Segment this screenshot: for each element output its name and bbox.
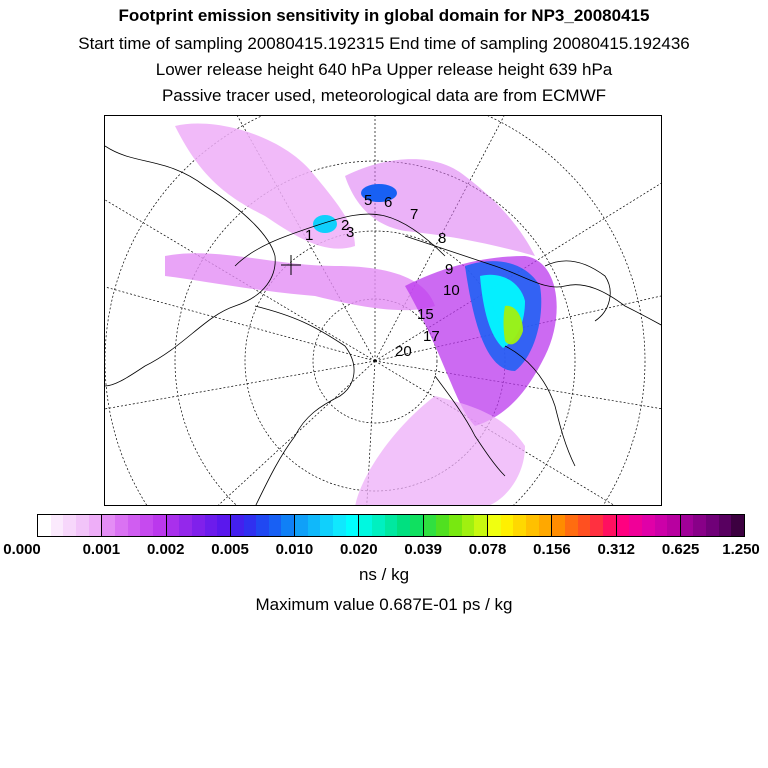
svg-text:10: 10 [443, 282, 460, 299]
colorbar-cell [115, 515, 128, 536]
colorbar-cell [397, 515, 410, 536]
colorbar-cell [166, 515, 180, 536]
svg-text:17: 17 [423, 328, 440, 345]
colorbar-cell [385, 515, 398, 536]
colorbar-cell [706, 515, 719, 536]
colorbar-cell [192, 515, 205, 536]
colorbar-cell [358, 515, 372, 536]
colorbar-cell [719, 515, 732, 536]
colorbar-cell [423, 515, 437, 536]
colorbar-cell [462, 515, 475, 536]
colorbar-cell [76, 515, 89, 536]
colorbar-tick-label: 0.020 [340, 541, 378, 558]
colorbar-cell [642, 515, 655, 536]
svg-text:2: 2 [341, 217, 350, 234]
colorbar-cell [513, 515, 526, 536]
colorbar-cell [731, 515, 744, 536]
colorbar [37, 514, 745, 537]
colorbar-cell [539, 515, 552, 536]
svg-text:1: 1 [305, 227, 314, 244]
colorbar-cell [140, 515, 153, 536]
colorbar-cell [526, 515, 539, 536]
colorbar-cell [333, 515, 346, 536]
colorbar-cell [101, 515, 115, 536]
colorbar-cell [320, 515, 333, 536]
colorbar-cell [603, 515, 616, 536]
svg-text:9: 9 [445, 261, 454, 278]
colorbar-cell [51, 515, 64, 536]
svg-text:6: 6 [384, 194, 393, 211]
colorbar-cell [667, 515, 680, 536]
colorbar-units: ns / kg [358, 565, 410, 584]
colorbar-cell [346, 515, 359, 536]
colorbar-cell [474, 515, 487, 536]
colorbar-cell [308, 515, 321, 536]
colorbar-cell [693, 515, 706, 536]
colorbar-cell [680, 515, 694, 536]
colorbar-cell [372, 515, 385, 536]
colorbar-cell [565, 515, 578, 536]
colorbar-cell [205, 515, 218, 536]
colorbar-tick-label: 0.005 [211, 541, 249, 558]
colorbar-cell [551, 515, 565, 536]
colorbar-tick-label: 0.000 [3, 541, 41, 558]
colorbar-cell [230, 515, 244, 536]
colorbar-cell [281, 515, 294, 536]
svg-text:7: 7 [410, 206, 419, 223]
colorbar-cell [578, 515, 591, 536]
colorbar-tick-label: 0.039 [404, 541, 442, 558]
colorbar-cell [63, 515, 76, 536]
colorbar-cell [244, 515, 257, 536]
svg-text:8: 8 [438, 230, 447, 247]
maximum-value: Maximum value 0.687E-01 ps / kg [255, 595, 513, 614]
release-heights: Lower release height 640 hPa Upper release height 639 hPa [155, 60, 613, 79]
map-canvas [105, 116, 662, 506]
colorbar-cell [501, 515, 514, 536]
plot-title: Footprint emission sensitivity in global domain for NP3_20080415 [118, 6, 650, 25]
colorbar-ticks [0, 541, 768, 561]
colorbar-cell [217, 515, 230, 536]
colorbar-cell [590, 515, 603, 536]
colorbar-tick-label: 0.002 [146, 541, 185, 558]
colorbar-cell [410, 515, 423, 536]
svg-text:5: 5 [364, 192, 373, 209]
colorbar-cell [629, 515, 642, 536]
tracer-info: Passive tracer used, meteorological data are from ECMWF [161, 86, 607, 105]
colorbar-cell [487, 515, 501, 536]
svg-text:20: 20 [395, 343, 412, 360]
colorbar-tick-label: 0.010 [275, 541, 314, 558]
colorbar-cell [128, 515, 141, 536]
colorbar-cell [256, 515, 269, 536]
colorbar-cell [89, 515, 102, 536]
colorbar-tick-label: 0.001 [82, 541, 121, 558]
colorbar-cell [269, 515, 282, 536]
colorbar-cell [436, 515, 449, 536]
colorbar-cell [655, 515, 668, 536]
colorbar-tick-label: 0.312 [597, 541, 636, 558]
colorbar-tick-label: 0.156 [533, 541, 571, 558]
colorbar-cell [449, 515, 462, 536]
colorbar-cell [616, 515, 630, 536]
emission-plume [165, 123, 557, 506]
colorbar-tick-label: 0.078 [468, 541, 507, 558]
colorbar-tick-label: 1.250 [722, 541, 760, 558]
colorbar-cell [294, 515, 308, 536]
footprint-map [104, 115, 662, 506]
svg-text:3: 3 [346, 224, 355, 241]
colorbar-tick-label: 0.625 [661, 541, 700, 558]
sampling-times: Start time of sampling 20080415.192315 End time of sampling 20080415.192436 [78, 34, 690, 53]
colorbar-cell [179, 515, 192, 536]
svg-text:15: 15 [417, 306, 434, 323]
colorbar-cell [38, 515, 51, 536]
colorbar-cell [153, 515, 166, 536]
